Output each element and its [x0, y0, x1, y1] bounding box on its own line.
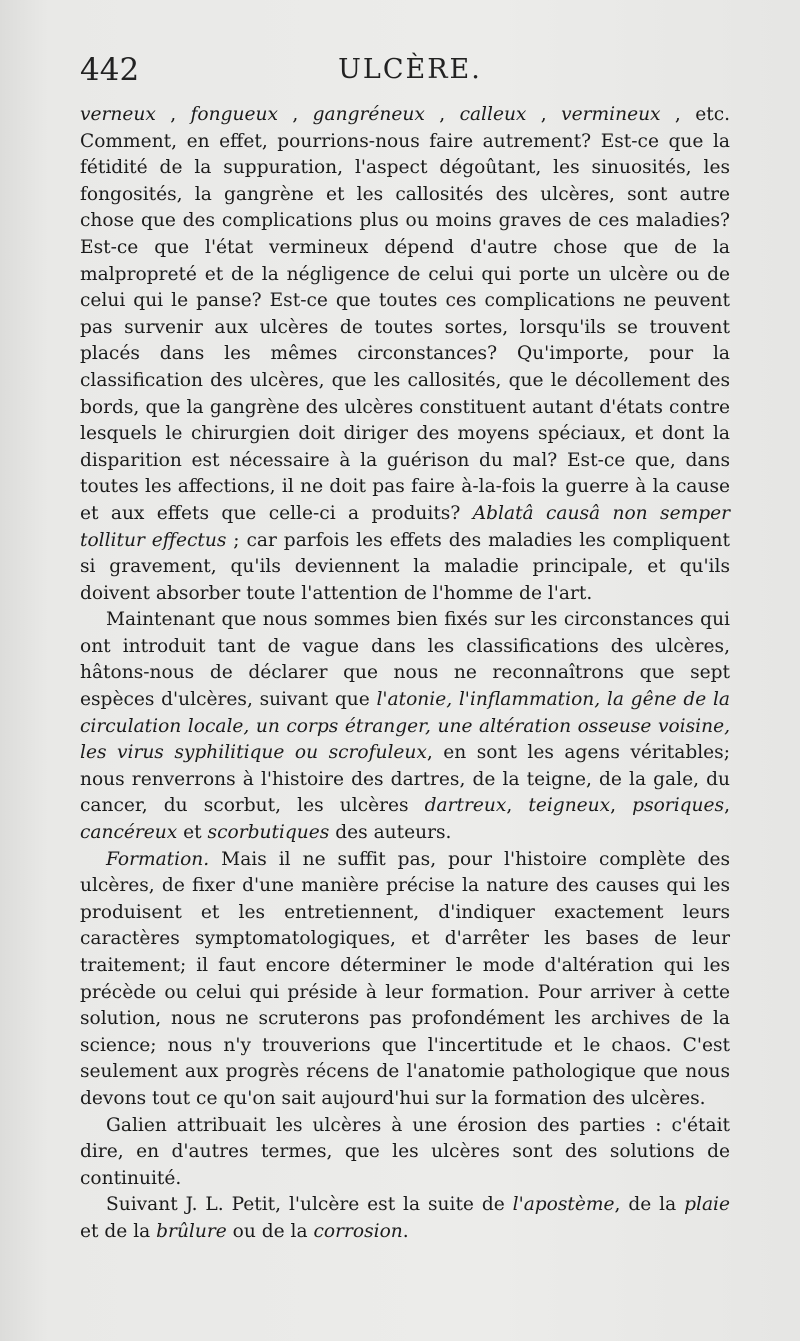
text-run: et: [177, 822, 208, 844]
text-run: Mais il ne suffit pas, pour l'histoire complète des ulcères, de fixer d'une manière précise la nature des causes qui les produisent et les entretiennent, d'indiquer exactement leurs caractères symptomatologiques, et d'arrêter les bases de leur traitement; il faut encore déterminer le mode d'altération qui les précède ou celui qui préside à leur formation. Pour arriver à cette solution, nous ne scruterons pas profondément les archives de la science; nous n'y trouverions que l'incertitude et le chaos. C'est seulement aux progrès récens de l'anatomie pathologique que nous devons tout ce qu'on sait aujourd'hui sur la formation des ulcères.: [80, 848, 730, 1109]
italic-text-run: cancéreux: [80, 822, 178, 844]
text-run: ,: [526, 104, 562, 125]
text-run: ,: [155, 104, 191, 125]
italic-text-run: dartreux: [424, 795, 507, 817]
text-run: ; car parfois les effets des maladies les compliquent si gravement, qu'ils deviennent la maladie principale, et qu'ils doivent absorber toute l'attention de l'homme de l'art.: [80, 529, 730, 604]
italic-text-run: vermineux: [561, 104, 661, 125]
page-header: [80, 52, 740, 92]
italic-text-run: l'atonie, l'inflammation, la gêne de la circulation locale, un corps étranger, une altération osseuse voisine, les virus syphilitique ou scrofuleux: [80, 689, 730, 764]
text-run: des auteurs.: [329, 822, 452, 844]
italic-text-run: Formation.: [106, 848, 210, 870]
italic-text-run: corrosion: [313, 1220, 403, 1242]
italic-text-run: gangréneux: [312, 104, 425, 125]
text-run: , etc. Comment, en effet, pourrions-nous faire autrement? Est-ce que la fétidité de la suppuration, l'aspect dégoûtant, les sinuosités, les fongosités, la gangrène et les callosités des ulcères, sont autre chose que des complications plus ou moins graves de ces maladies? Est-ce que l'état vermineux dépend d'autre chose que de la malpropreté et de la négligence de celui qui porte un ulcère ou de celui qui le panse? Est-ce que toutes ces complications ne peuvent pas survenir aux ulcères de toutes sortes, lorsqu'ils se trouvent placés dans les mêmes circonstances? Qu'importe, pour la classification des ulcères, que les callosités, que le décollement des bords, que la gangrène des ulcères constituent autant d'états contre lesquels le chirurgien doit diriger des moyens spéciaux, et dont la disparition est nécessaire à la guérison du mal? Est-ce que, dans toutes les affections, il ne doit pas faire à-la-fois la guerre à la cause et aux effets que celle-ci a produits?: [80, 104, 731, 524]
italic-text-run: verneux: [80, 104, 156, 125]
text-run: , en sont les agens véritables; nous renverrons à l'histoire des dartres, de la teigne, de la gale, du cancer, du scorbut, les ulcères: [80, 742, 730, 817]
text-run: Galien attribuait les ulcères à une érosion des parties : c'était dire, en d'autres termes, que les ulcères sont des solutions de continuité.: [80, 1114, 730, 1189]
italic-text-run: teigneux: [528, 795, 611, 817]
paragraph: [80, 1192, 730, 1245]
text-run: Suivant J. L. Petit, l'ulcère est la suite de: [106, 1194, 513, 1216]
italic-text-run: plaie: [684, 1194, 730, 1216]
text-run: Maintenant que nous sommes bien fixés sur les circonstances qui ont introduit tant de vague dans les classifications des ulcères, hâtons-nous de déclarer que nous ne reconnaîtrons que sept espèces d'ulcères, suivant que: [80, 609, 730, 711]
page-number: 442: [80, 52, 140, 88]
text-run: ou de la: [226, 1220, 314, 1242]
italic-text-run: fongueux: [190, 104, 278, 125]
italic-text-run: l'apostème: [512, 1194, 615, 1216]
italic-text-run: calleux: [459, 104, 527, 125]
body-text: [80, 102, 730, 1246]
text-run: ,: [424, 104, 460, 125]
text-run: ,: [277, 104, 313, 125]
running-title: ULCÈRE.: [338, 54, 482, 85]
paragraph: [80, 607, 730, 846]
text-run: ,: [610, 795, 633, 817]
text-run: .: [402, 1220, 409, 1242]
paragraph: [80, 1113, 730, 1193]
text-run: , de la: [614, 1194, 685, 1216]
text-run: ,: [506, 795, 529, 817]
italic-text-run: scorbutiques: [207, 822, 330, 844]
italic-text-run: brûlure: [156, 1220, 227, 1242]
italic-text-run: Ablatâ causâ non semper tollitur effectus: [80, 502, 731, 551]
text-run: ,: [724, 795, 730, 817]
paragraph: [80, 847, 730, 1113]
paragraph: [80, 102, 730, 607]
italic-text-run: psoriques: [632, 795, 725, 817]
text-run: et de la: [80, 1220, 157, 1242]
